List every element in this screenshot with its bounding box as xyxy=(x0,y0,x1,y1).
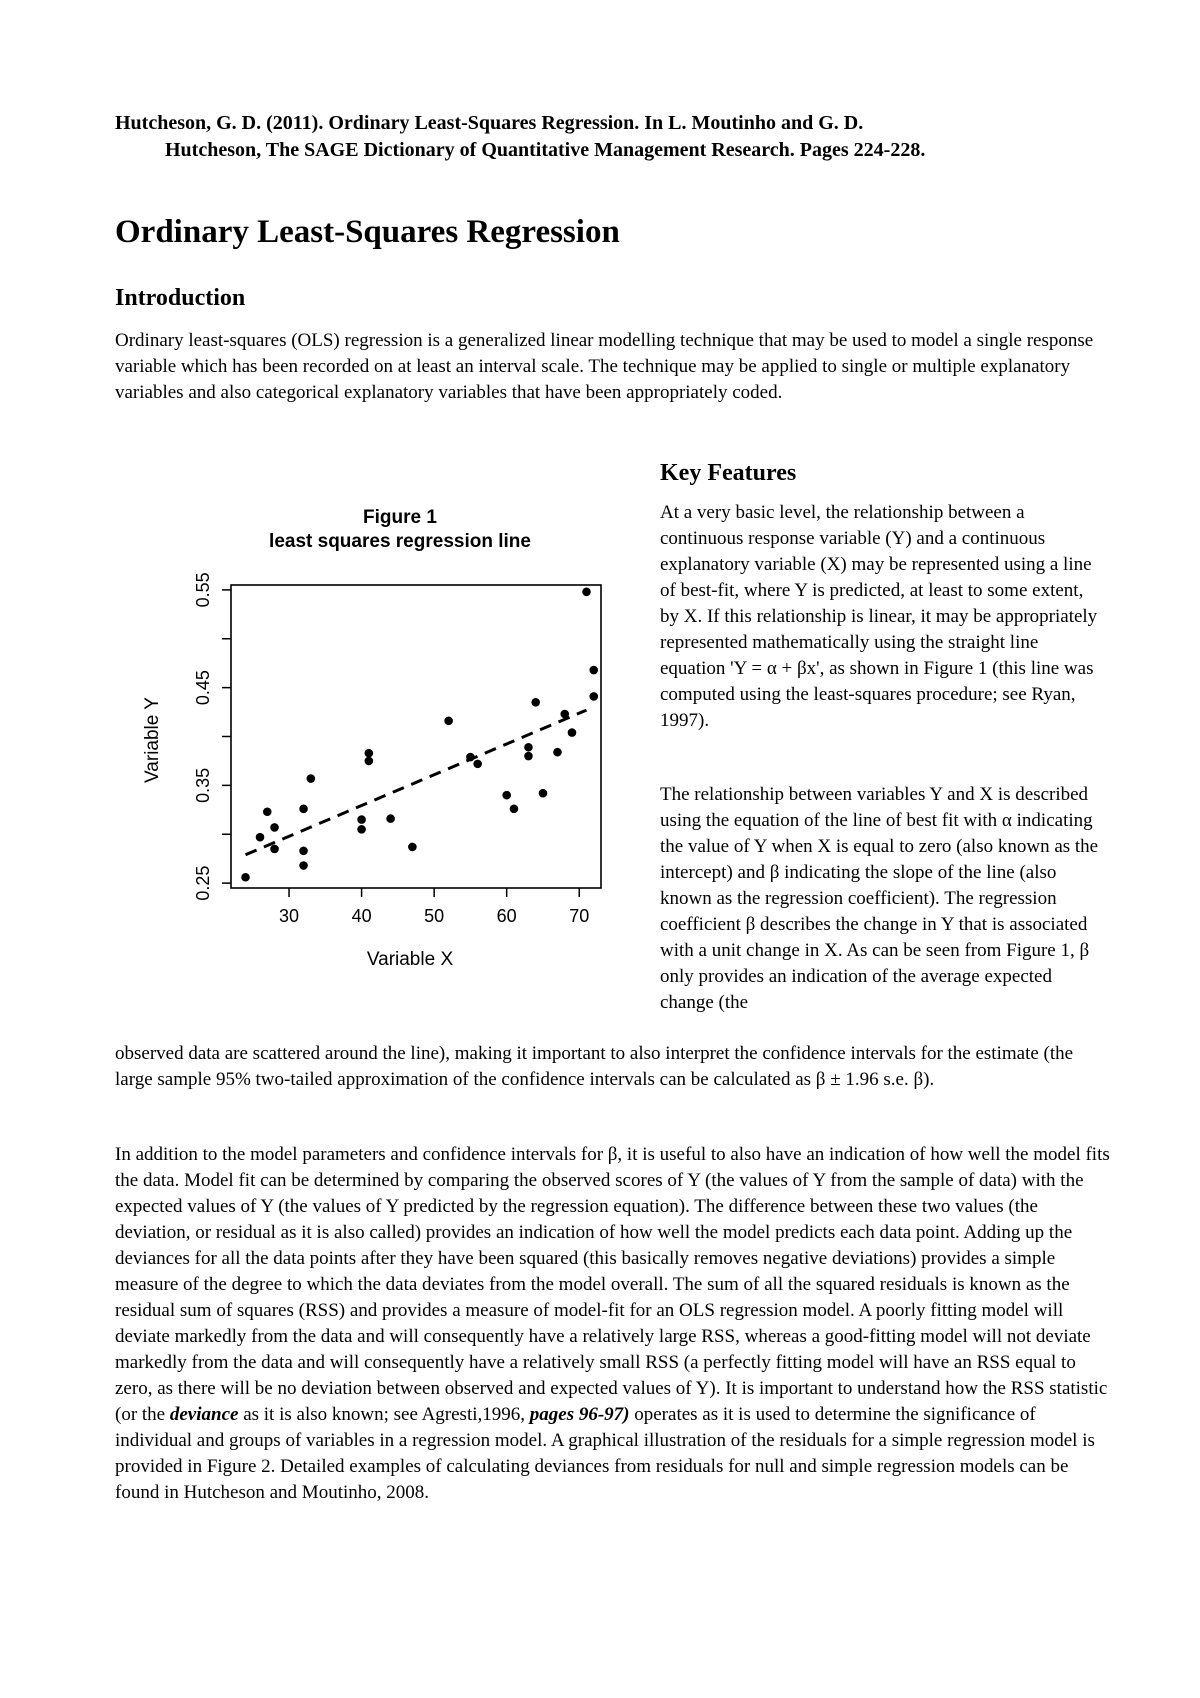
model-fit-paragraph xyxy=(115,1142,1110,1506)
data-points xyxy=(241,588,598,882)
key-features-paragraph-1: At a very basic level, the relationship between a continuous response variable (Y) and a continuous explanatory variable (X) may be represented using a line of best-fit, where Y is predicted, at least to some extent, by X. If this relationship is linear, it may be appropriately represented mathematically using the straight line equation 'Y = α + βx', as shown in Figure 1 (this line was computed using the least-squares procedure; see Ryan, 1997). xyxy=(660,502,1098,731)
data-point xyxy=(553,748,562,757)
y-axis-label: Variable Y xyxy=(142,697,163,783)
data-point xyxy=(299,805,308,814)
data-point xyxy=(241,873,250,882)
data-point xyxy=(365,749,374,758)
data-point xyxy=(582,588,591,597)
y-tick-label: 0.55 xyxy=(193,572,213,608)
data-point xyxy=(560,710,569,719)
data-point xyxy=(524,743,533,752)
x-tick-label: 50 xyxy=(424,906,445,926)
introduction-paragraph: Ordinary least-squares (OLS) regression is a generalized linear modelling technique that may be used to model a single response variable which has been recorded on at least an interval scale. The technique may be applied to single or multiple explanatory variables and also categorical explanatory variables that have been appropriately coded. xyxy=(115,330,1094,403)
plot-frame xyxy=(231,585,601,888)
data-point xyxy=(510,805,519,814)
data-point xyxy=(408,843,417,852)
x-axis-label: Variable X xyxy=(366,949,454,970)
data-point xyxy=(568,728,577,737)
data-point xyxy=(357,815,366,824)
x-tick-label: 30 xyxy=(279,906,300,926)
key-features-paragraph-2: The relationship between variables Y and X is described using the equation of the line of best fit with α indicating the value of Y when X is equal to zero (also known as the intercept) and β indicating the slope of the line (also known as the regression coefficient). The regression coefficient β describes the change in Y that is associated with a unit change in X. As can be seen from Figure 1, β only provides an indication of the average expected change (the xyxy=(660,784,1099,1013)
x-tick-label: 60 xyxy=(496,906,517,926)
citation-line-2: Hutcheson, The SAGE Dictionary of Quantitative Management Research. Pages 224-228. xyxy=(165,139,926,161)
data-point xyxy=(256,833,265,842)
data-point xyxy=(466,753,475,762)
model-fit-text-3: operates as it is used to determine the significance of individual and groups of variables in a regression model. A graphical illustration of the residuals for a simple regression model is provided in Figure 2. Detailed examples of calculating deviances from residuals for null and simple regression models can be found in Hutcheson and Moutinho, 2008. xyxy=(115,1404,1095,1503)
data-point xyxy=(263,807,272,816)
y-tick-label: 0.25 xyxy=(193,865,213,901)
data-point xyxy=(270,845,279,854)
data-point xyxy=(357,825,366,834)
scatter-chart xyxy=(130,500,610,980)
deviance-term: deviance xyxy=(169,1404,239,1425)
y-tick-label: 0.35 xyxy=(193,767,213,803)
data-point xyxy=(473,760,482,769)
data-point xyxy=(589,666,598,675)
x-tick-label: 70 xyxy=(569,906,590,926)
model-fit-text-1: In addition to the model parameters and confidence intervals for β, it is useful to also have an indication of how well the model fits the data. Model fit can be determined by comparing the observed scores of Y (the values of Y from the sample of data) with the expected values of Y (the values of Y predicted by the regression equation). The difference between these two values (the deviation, or residual as it is also called) provides an indication of how well the model predicts each data point. Adding up the deviances for all the data points after they have been squared (this basically removes negative deviations) provides a simple measure of the degree to which the data deviates from the model overall. The sum of all the squared residuals is known as the residual sum of squares (RSS) and provides a measure of model-fit for an OLS regression model. A poorly fitting model will deviate markedly from the data and will consequently have a relatively large RSS, whereas a good-fitting model will not deviate markedly from the data and will consequently have a relatively small RSS (a perfectly fitting model will have an RSS equal to zero, as there will be no deviation between observed and expected values of Y). It is important to understand how the RSS statistic (or the xyxy=(115,1144,1110,1425)
data-point xyxy=(539,789,548,798)
pages-reference: pages 96-97) xyxy=(529,1404,630,1425)
data-point xyxy=(502,791,511,800)
data-point xyxy=(589,692,598,701)
citation xyxy=(115,110,1115,164)
data-point xyxy=(386,814,395,823)
x-tick-label: 40 xyxy=(351,906,372,926)
y-tick-label: 0.45 xyxy=(193,670,213,706)
chart-subtitle: least squares regression line xyxy=(269,531,531,552)
chart-title: Figure 1 xyxy=(363,507,437,528)
key-features-paragraph-2-continued: observed data are scattered around the line), making it important to also interpret the confidence intervals for the estimate (the large sample 95% two-tailed approximation of the confidence intervals can be calculated as β ± 1.96 s.e. β). xyxy=(115,1043,1074,1090)
data-point xyxy=(299,847,308,856)
figure-1 xyxy=(130,500,610,980)
citation-line-1: Hutcheson, G. D. (2011). Ordinary Least-Squares Regression. In L. Moutinho and G. D. xyxy=(115,112,864,134)
data-point xyxy=(524,752,533,761)
data-point xyxy=(531,698,540,707)
data-point xyxy=(365,757,374,766)
data-point xyxy=(444,717,453,726)
paper-title: Ordinary Least-Squares Regression xyxy=(115,214,620,250)
data-point xyxy=(307,774,316,783)
data-point xyxy=(299,861,308,870)
key-features-heading: Key Features xyxy=(660,460,797,486)
data-point xyxy=(270,823,279,832)
introduction-heading: Introduction xyxy=(115,285,246,311)
regression-line xyxy=(246,710,587,855)
model-fit-text-2: as it is also known; see Agresti,1996, xyxy=(238,1404,530,1425)
